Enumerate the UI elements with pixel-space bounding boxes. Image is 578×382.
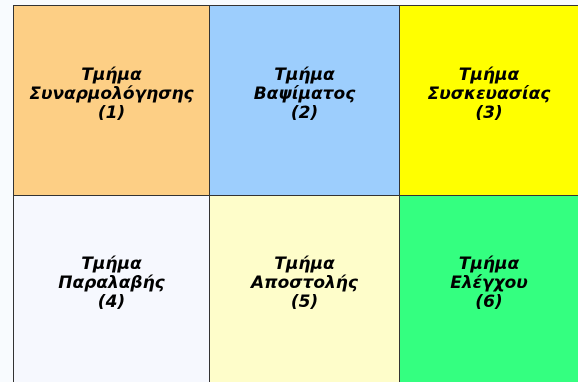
- cell-label-line1: Τμήμα: [81, 65, 142, 85]
- cell-label-line1: Τμήμα: [458, 65, 520, 85]
- cell-painting-department: [210, 6, 400, 196]
- cell-label-number: (4): [97, 291, 126, 312]
- cell-label-line1: Τμήμα: [81, 253, 142, 274]
- cell-label: [428, 66, 551, 123]
- cell-label: [254, 66, 356, 123]
- cell-assembly-department: [14, 6, 210, 196]
- cell-label-line1: Τμήμα: [274, 65, 335, 85]
- cell-receiving-department: [14, 196, 210, 382]
- cell-label-number: (2): [290, 103, 319, 123]
- cell-label-line2: Βαψίματος: [253, 84, 356, 104]
- department-layout-grid: [13, 5, 578, 382]
- cell-shipping-department: [210, 196, 400, 382]
- cell-label: [58, 255, 165, 312]
- cell-label-line2: Συσκευασίας: [427, 84, 551, 104]
- cell-inspection-department: [400, 196, 578, 382]
- cell-label: [29, 66, 193, 123]
- cell-label-line1: Τμήμα: [458, 253, 520, 274]
- cell-label-line1: Τμήμα: [274, 253, 335, 274]
- cell-label-number: (3): [475, 103, 503, 123]
- cell-label: [450, 255, 528, 312]
- cell-label-line2: Ελέγχου: [450, 272, 528, 293]
- cell-label-number: (6): [475, 291, 503, 312]
- cell-label-line2: Παραλαβής: [58, 272, 165, 293]
- cell-packaging-department: [400, 6, 578, 196]
- cell-label-line2: Συναρμολόγησης: [29, 84, 194, 104]
- cell-label-line2: Αποστολής: [251, 272, 358, 293]
- cell-label: [251, 255, 358, 312]
- cell-label-number: (1): [97, 103, 126, 123]
- cell-label-number: (5): [290, 291, 319, 312]
